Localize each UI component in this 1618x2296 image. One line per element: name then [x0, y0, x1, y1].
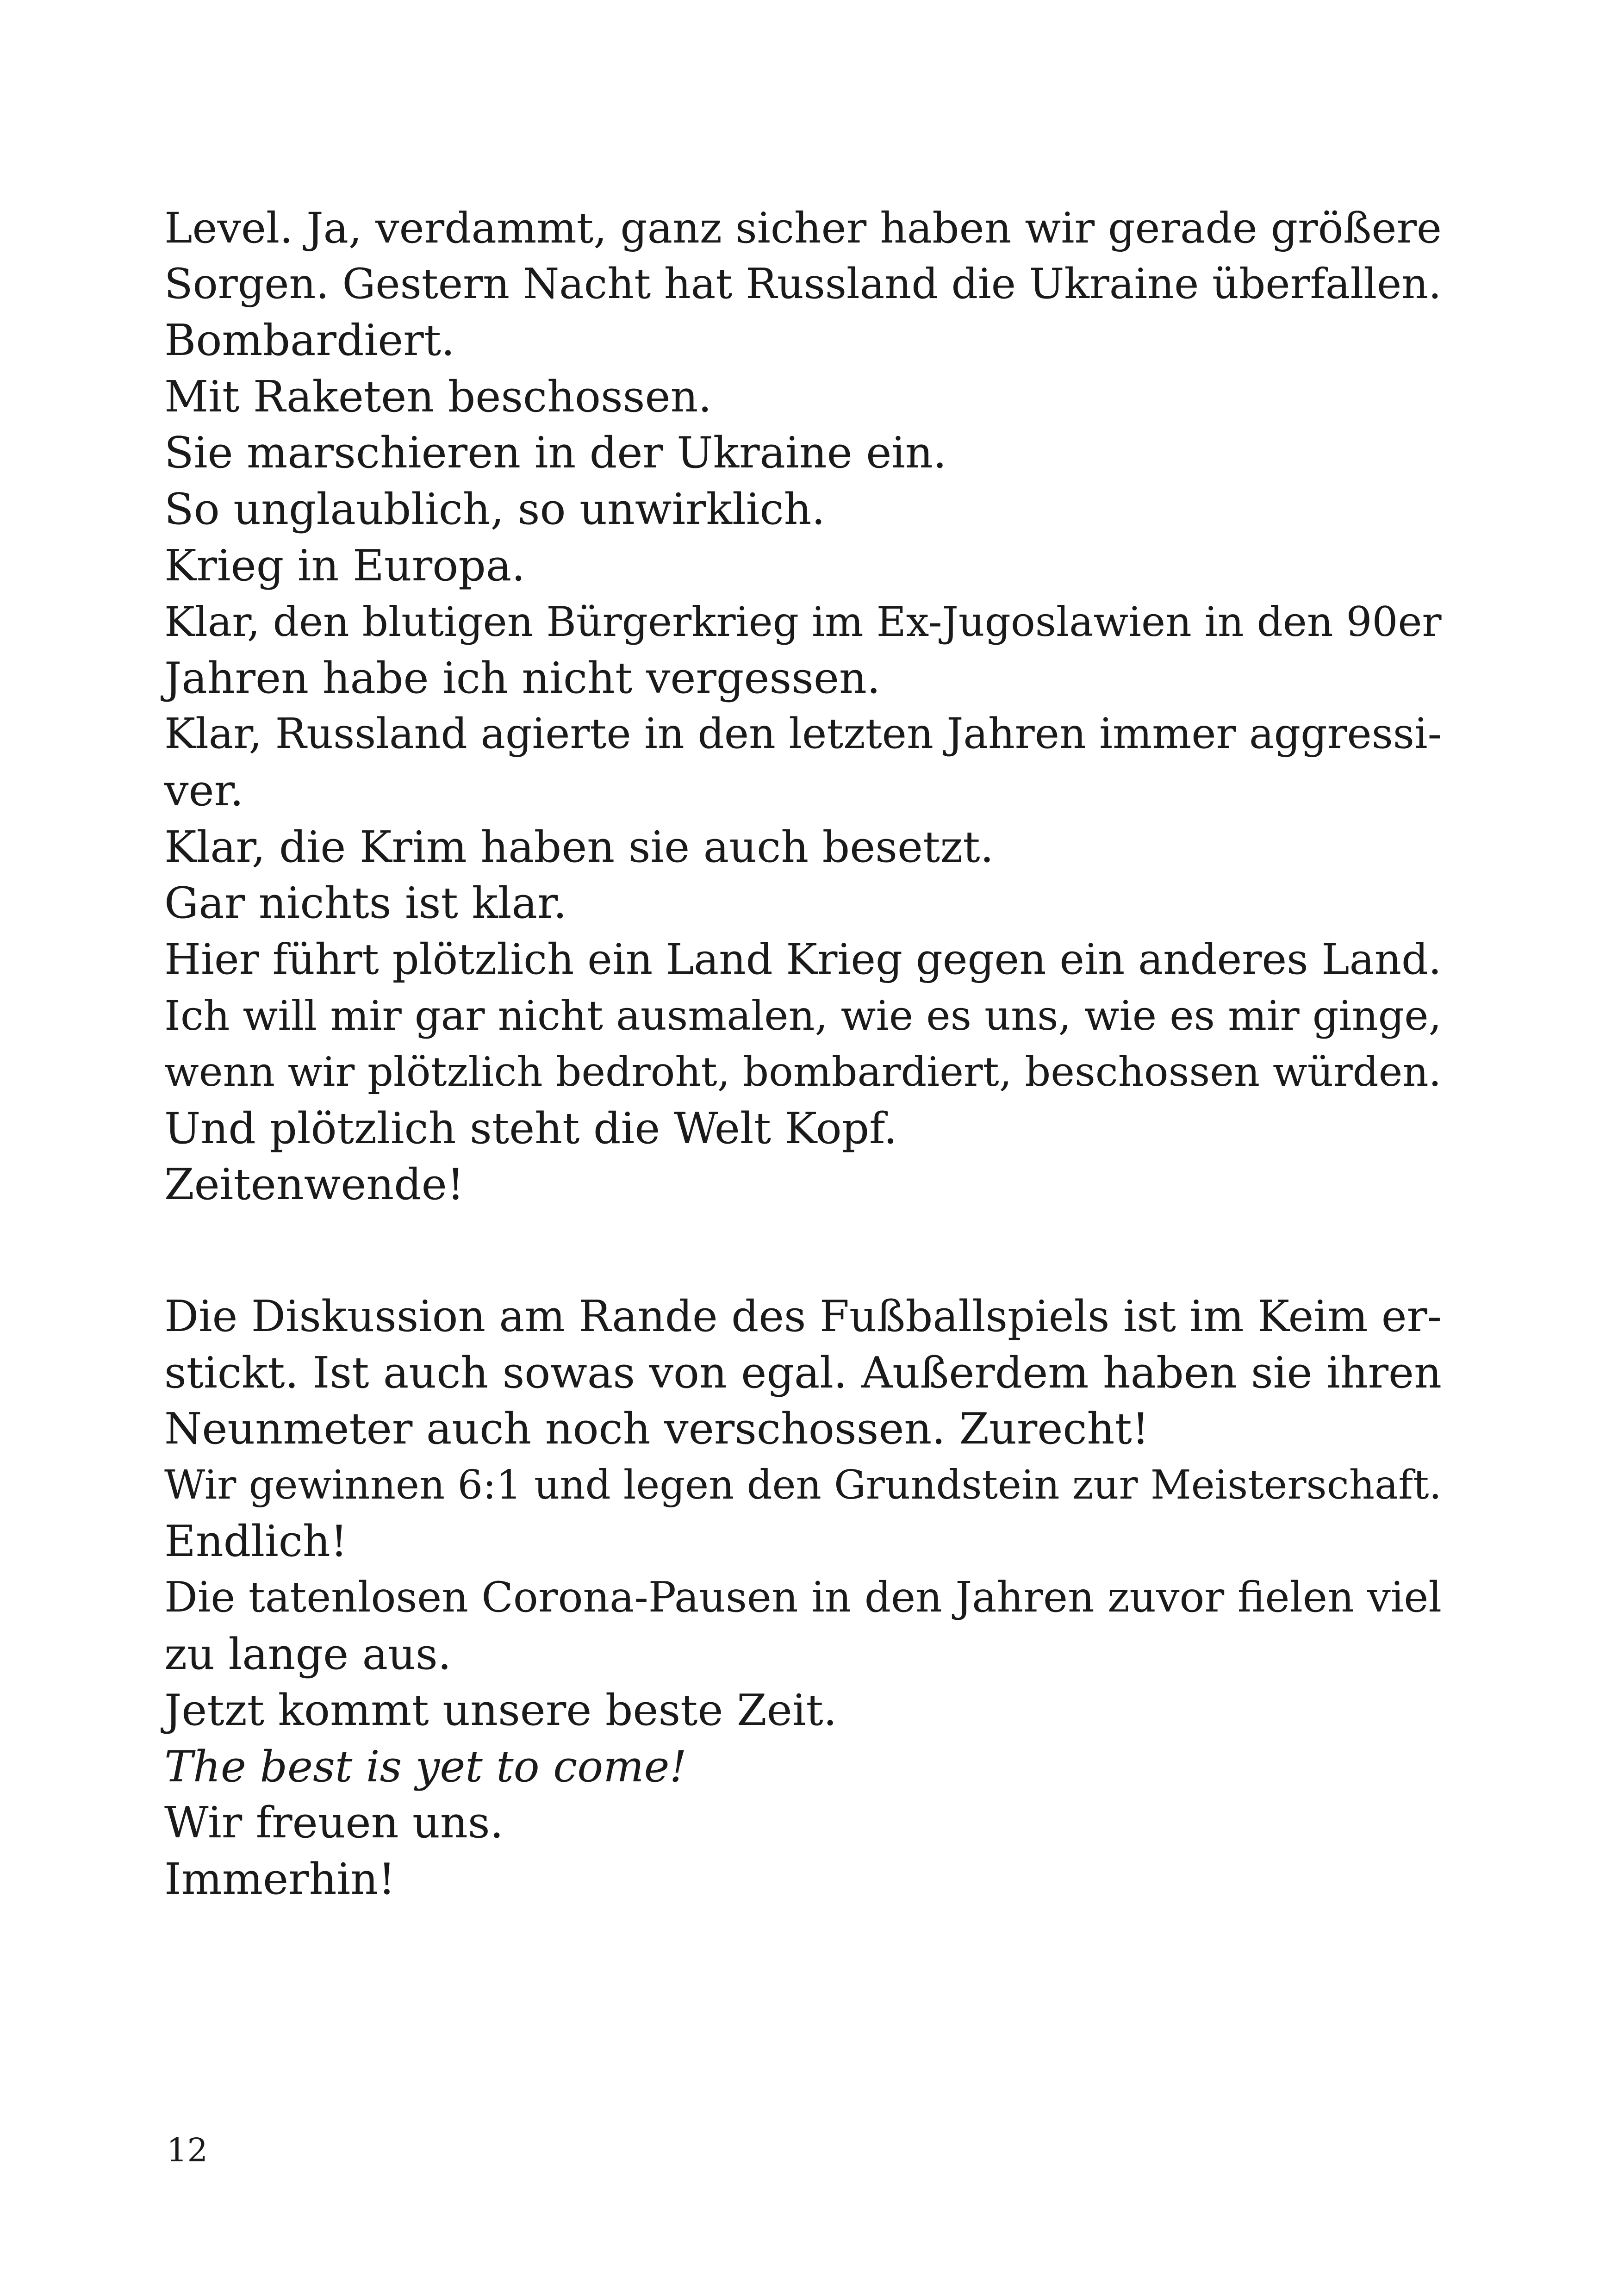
text-line: Klar, den blutigen Bürgerkrieg im Ex-Jugoslawien in den 90er — [164, 598, 1442, 646]
text-line: Endlich! — [164, 1516, 348, 1567]
text-line: Wir gewinnen 6:1 und legen den Grundstein zur Meisterschaft. — [164, 1462, 1442, 1508]
text-line: Klar, die Krim haben sie auch besetzt. — [164, 821, 994, 872]
text-line: Und plötzlich steht die Welt Kopf. — [164, 1103, 897, 1153]
text-line: Wir freuen uns. — [164, 1798, 504, 1848]
text-line: Immerhin! — [164, 1854, 396, 1904]
text-line: wenn wir plötzlich bedroht, bombardiert, beschossen würden. — [164, 1048, 1442, 1095]
text-line-italic: The best is yet to come! — [164, 1741, 687, 1792]
text-line: Hier führt plötzlich ein Land Krieg gegen ein anderes Land. — [164, 935, 1442, 984]
text-line: Bombardiert. — [164, 315, 455, 366]
text-line: Mit Raketen beschossen. — [164, 371, 712, 422]
text-line: Krieg in Europa. — [164, 540, 525, 591]
text-line: zu lange aus. — [164, 1629, 452, 1679]
page-number: 12 — [167, 2131, 208, 2169]
text-line: Die Diskussion am Rande des Fußballspiels ist im Keim er- — [164, 1291, 1442, 1341]
paragraph-war — [164, 200, 1442, 1213]
text-line: Jahren habe ich nicht vergessen. — [164, 653, 881, 703]
paragraph-football — [164, 1288, 1442, 1908]
text-line: ver. — [164, 765, 244, 815]
text-line: Zeitenwende! — [164, 1159, 465, 1210]
text-line: Die tatenlosen Corona-Pausen in den Jahren zuvor fielen viel — [164, 1573, 1442, 1622]
text-line: Ich will mir gar nicht ausmalen, wie es uns, wie es mir ginge, — [164, 992, 1442, 1040]
text-line: Klar, Russland agierte in den letzten Jahren immer aggressi- — [164, 710, 1442, 759]
text-line: Gar nichts ist klar. — [164, 878, 567, 928]
text-line: stickt. Ist auch sowas von egal. Außerdem haben sie ihren — [164, 1347, 1442, 1398]
text-line: Level. Ja, verdammt, ganz sicher haben wir gerade größere — [164, 203, 1442, 253]
text-line: Sie marschieren in der Ukraine ein. — [164, 428, 947, 478]
text-line: Neunmeter auch noch verschossen. Zurecht! — [164, 1404, 1150, 1454]
text-line: Jetzt kommt unsere beste Zeit. — [164, 1685, 837, 1736]
text-line: Sorgen. Gestern Nacht hat Russland die Ukraine überfallen. — [164, 260, 1442, 308]
text-line: So unglaublich, so unwirklich. — [164, 484, 826, 534]
